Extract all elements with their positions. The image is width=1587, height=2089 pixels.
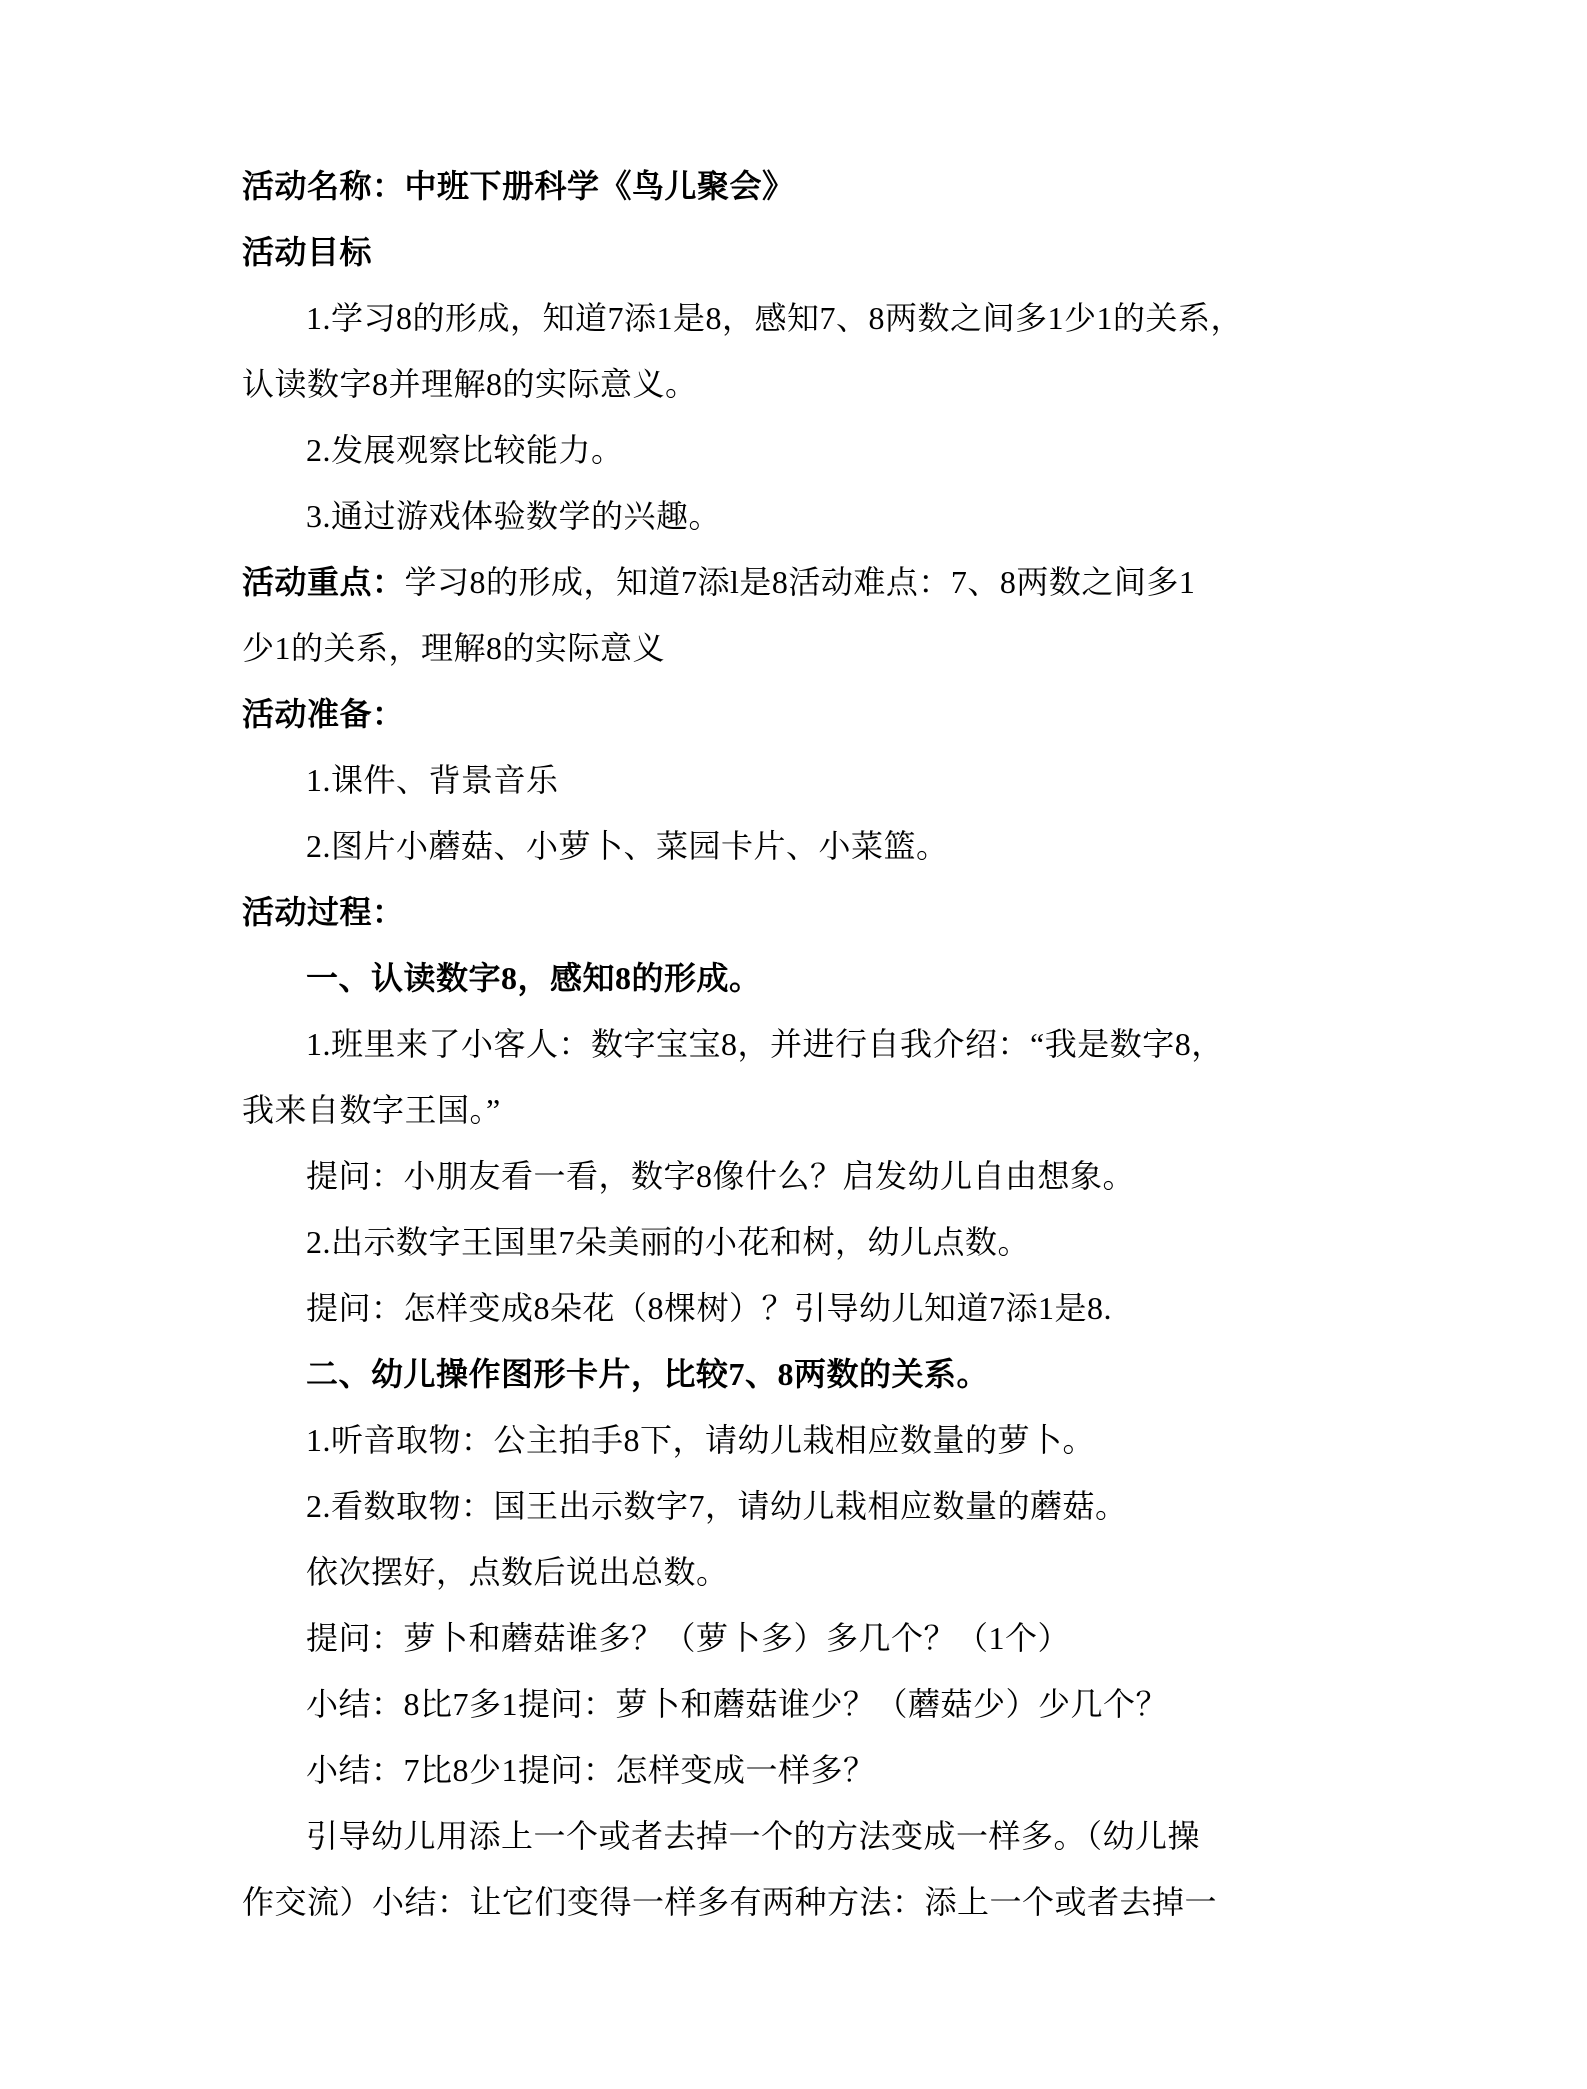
key-points-continuation: 少1的关系，理解8的实际意义 (242, 630, 666, 666)
key-points-label: 活动重点： (242, 564, 405, 600)
activity-title-label: 活动名称： (242, 168, 405, 204)
goal-item: 1.学习8的形成，知道7添1是8，感知7、8两数之间多1少1的关系， (306, 300, 1244, 336)
section2-item: 提问：萝卜和蘑菇谁多？（萝卜多）多几个？（1个） (306, 1620, 1071, 1656)
goal-item: 2.发展观察比较能力。 (306, 432, 624, 468)
document-page (242, 153, 1344, 1935)
goals-heading: 活动目标 (242, 234, 373, 270)
section2-item: 1.听音取物：公主拍手8下，请幼儿栽相应数量的萝卜。 (306, 1422, 1096, 1458)
section2-item: 依次摆好，点数后说出总数。 (306, 1554, 729, 1590)
goal-item-continuation: 认读数字8并理解8的实际意义。 (242, 366, 698, 402)
activity-title (242, 153, 1344, 219)
preparation-item: 1.课件、背景音乐 (306, 762, 559, 798)
preparation-item: 2.图片小蘑菇、小萝卜、菜园卡片、小菜篮。 (306, 828, 949, 864)
key-points (242, 549, 1344, 615)
section1-item: 1.班里来了小客人：数字宝宝8，并进行自我介绍：“我是数字8， (306, 1026, 1224, 1062)
section2-item-continuation: 作交流）小结：让它们变得一样多有两种方法：添上一个或者去掉一 (242, 1884, 1218, 1920)
section1-item: 提问：小朋友看一看，数字8像什么？启发幼儿自由想象。 (306, 1158, 1136, 1194)
process-heading: 活动过程： (242, 894, 405, 930)
section1-item-continuation: 我来自数字王国。” (242, 1092, 501, 1128)
section1-heading: 一、认读数字8，感知8的形成。 (306, 960, 762, 996)
section2-item: 小结：7比8少1提问：怎样变成一样多？ (306, 1752, 876, 1788)
key-points-text: 学习8的形成，知道7添l是8活动难点：7、8两数之间多1 (404, 564, 1196, 600)
section1-item: 提问：怎样变成8朵花（8棵树）？引导幼儿知道7添1是8. (306, 1290, 1113, 1326)
section2-heading: 二、幼儿操作图形卡片，比较7、8两数的关系。 (306, 1356, 990, 1392)
preparation-heading: 活动准备： (242, 696, 405, 732)
section2-item: 小结：8比7多1提问：萝卜和蘑菇谁少？（蘑菇少）少几个？ (306, 1686, 1169, 1722)
activity-title-value: 中班下册科学《鸟儿聚会》 (404, 168, 795, 204)
goal-item: 3.通过游戏体验数学的兴趣。 (306, 498, 722, 534)
section1-item: 2.出示数字王国里7朵美丽的小花和树，幼儿点数。 (306, 1224, 1031, 1260)
section2-item: 引导幼儿用添上一个或者去掉一个的方法变成一样多。（幼儿操 (306, 1818, 1201, 1854)
section2-item: 2.看数取物：国王出示数字7，请幼儿栽相应数量的蘑菇。 (306, 1488, 1128, 1524)
